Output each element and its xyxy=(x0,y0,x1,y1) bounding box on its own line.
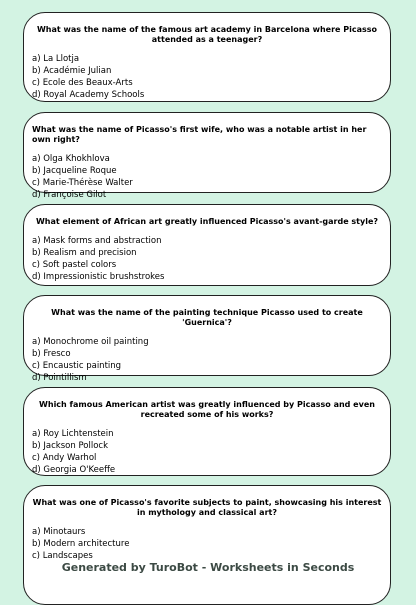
answer-option[interactable]: a) La Llotja xyxy=(32,54,80,64)
question-text: What element of African art greatly influenced Picasso's avant-garde style? xyxy=(35,217,379,226)
question-text: What was the name of Picasso's first wife, who was a notable artist in her own right? xyxy=(32,125,367,144)
answer-option[interactable]: d) Impressionistic brushstrokes xyxy=(32,272,165,282)
question-text: What was the name of the famous art academy in Barcelona where Picasso attended as a teenager? xyxy=(36,25,378,44)
answer-option[interactable]: b) Realism and precision xyxy=(32,248,137,258)
answer-option[interactable]: a) Olga Khokhlova xyxy=(32,154,110,164)
answer-option[interactable]: d) Royal Academy Schools xyxy=(32,90,145,100)
question-card-2 xyxy=(23,112,391,200)
answer-option[interactable]: b) Modern architecture xyxy=(32,539,130,549)
answer-option[interactable]: b) Fresco xyxy=(32,349,71,359)
question-card-6 xyxy=(23,485,391,605)
answer-options xyxy=(24,336,390,384)
question-text: What was one of Picasso's favorite subjects to paint, showcasing his interest in mythology and classical art? xyxy=(32,498,382,517)
answer-option[interactable]: a) Minotaurs xyxy=(32,527,86,537)
answer-option[interactable]: c) Encaustic painting xyxy=(32,361,122,371)
answer-options xyxy=(24,53,390,101)
footer-credit: Generated by TuroBot - Worksheets in Seconds xyxy=(61,561,355,574)
answer-options xyxy=(24,428,390,476)
answer-option[interactable]: c) Ecole des Beaux-Arts xyxy=(32,78,133,88)
question-text: What was the name of the painting technique Picasso used to create 'Guernica'? xyxy=(51,308,363,327)
question-text: Which famous American artist was greatly influenced by Picasso and even recreated some of his works? xyxy=(39,400,375,419)
answer-options xyxy=(24,235,390,283)
answer-option[interactable]: a) Mask forms and abstraction xyxy=(32,236,162,246)
question-card-1 xyxy=(23,12,391,102)
question-card-5 xyxy=(23,387,391,476)
answer-option[interactable]: b) Jacqueline Roque xyxy=(32,166,117,176)
answer-options xyxy=(24,526,390,562)
answer-option[interactable]: c) Soft pastel colors xyxy=(32,260,117,270)
answer-option[interactable]: c) Marie-Thérèse Walter xyxy=(32,178,133,188)
answer-option[interactable]: a) Roy Lichtenstein xyxy=(32,429,114,439)
answer-option[interactable]: d) Françoise Gilot xyxy=(32,190,107,200)
answer-option[interactable]: c) Andy Warhol xyxy=(32,453,97,463)
answer-option[interactable]: c) Landscapes xyxy=(32,551,93,561)
answer-option[interactable]: d) Georgia O'Keeffe xyxy=(32,465,116,475)
answer-option[interactable]: a) Monochrome oil painting xyxy=(32,337,149,347)
question-card-4 xyxy=(23,295,391,383)
answer-options xyxy=(24,153,390,201)
answer-option[interactable]: b) Académie Julian xyxy=(32,66,112,76)
answer-option[interactable]: b) Jackson Pollock xyxy=(32,441,108,451)
question-card-3 xyxy=(23,204,391,286)
answer-option[interactable]: d) Pointillism xyxy=(32,373,87,383)
